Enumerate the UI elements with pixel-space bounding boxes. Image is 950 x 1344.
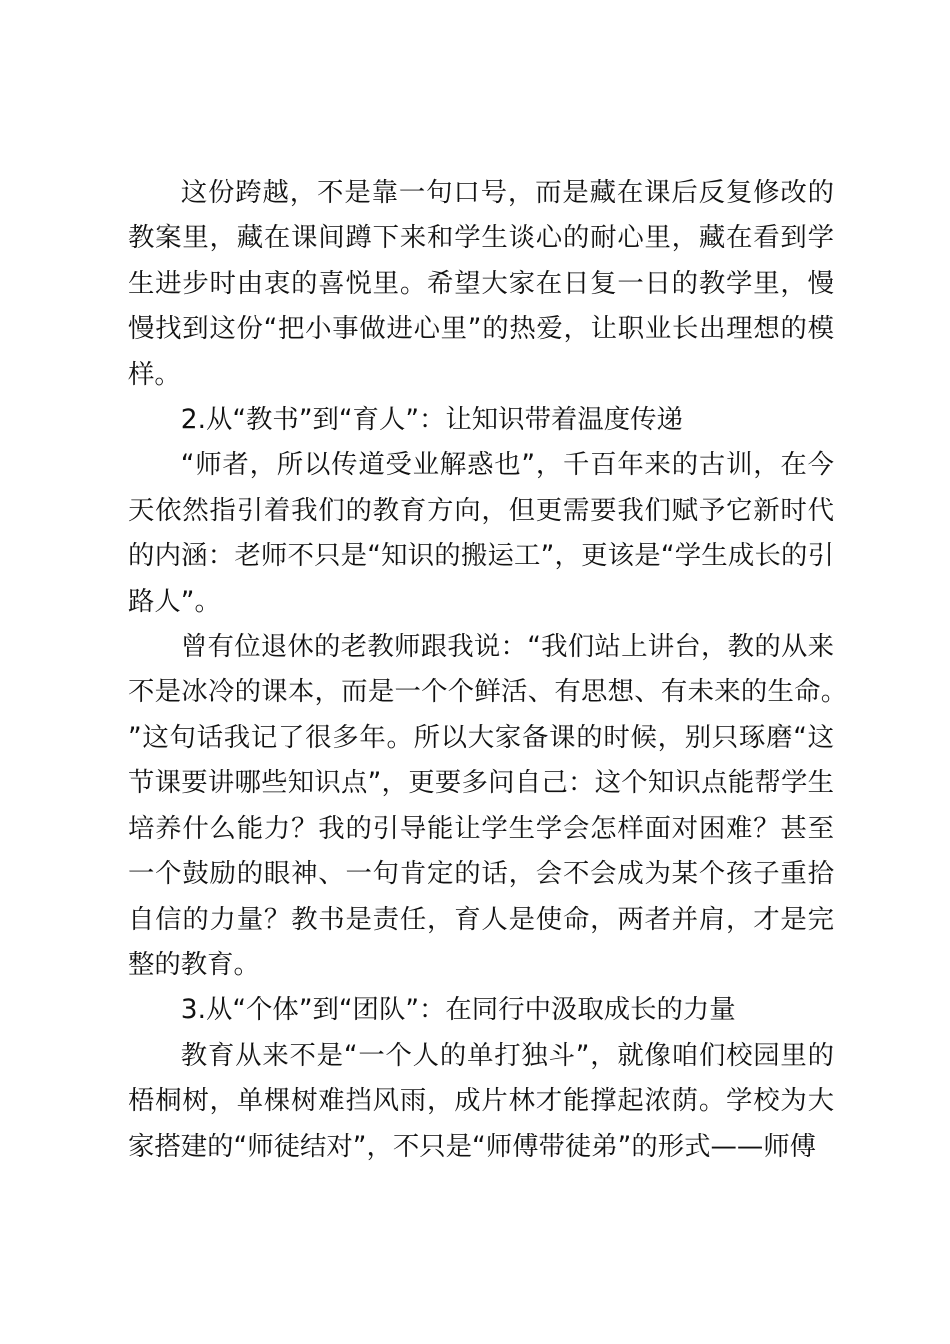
paragraph-ancient-saying: “师者，所以传道受业解惑也”，千百年来的古训，在今天依然指引着我们的教育方向，但更需要我们赋予它新时代的内涵：老师不只是“知识的搬运工”，更该是“学生成长的引路人”。 [128, 449, 834, 617]
paragraph-retired-teacher: 曾有位退休的老教师跟我说：“我们站上讲台，教的从来不是冰冷的课本，而是一个个鲜活、有思想、有未来的生命。”这句话我记了很多年。所以大家备课的时候，别只琢磨“这节课要讲哪些知识点”，更要多问自己：这个知识点能帮学生培养什么能力？我的引导能让学生学会怎样面对困难？甚至一个鼓励的眼神、一句肯定的话，会不会成为某个孩子重拾自信的力量？教书是责任，育人是使命，两者并肩，才是完整的教育。 [128, 631, 834, 980]
document-body [128, 170, 834, 1169]
paragraph-commitment: 这份跨越，不是靠一句口号，而是藏在课后反复修改的教案里，藏在课间蹲下来和学生谈心的耐心里，藏在看到学生进步时由衷的喜悦里。希望大家在日复一日的教学里，慢慢找到这份“把小事做进心里”的热爱，让职业长出理想的模样。 [128, 177, 834, 390]
section-heading-3: 3.从“个体”到“团队”：在同行中汲取成长的力量 [180, 994, 736, 1026]
paragraph-team: 教育从来不是“一个人的单打独斗”，就像咱们校园里的梧桐树，单棵树难挡风雨，成片林才能撑起浓荫。学校为大家搭建的“师徒结对”，不只是“师傅带徒弟”的形式——师傅 [128, 1039, 834, 1162]
section-heading-2: 2.从“教书”到“育人”：让知识带着温度传递 [180, 404, 683, 436]
